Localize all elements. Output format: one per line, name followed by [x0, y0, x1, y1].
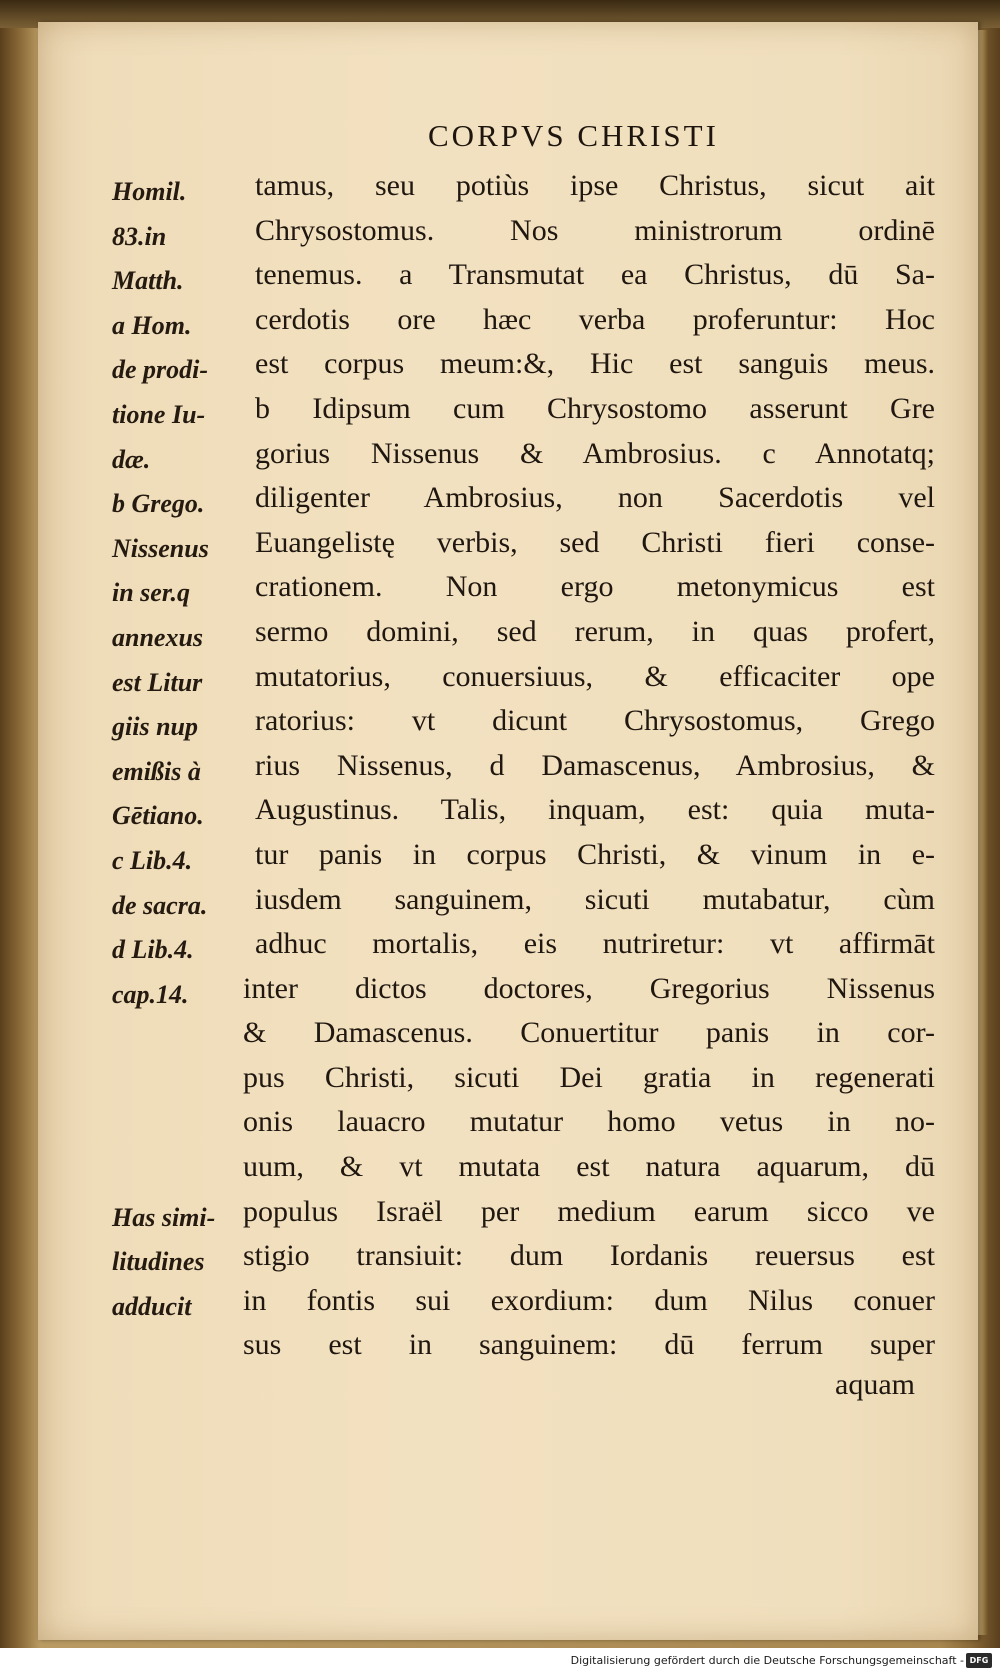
text-line: tamus, seu potiùs ipse Christus, sicut ait: [255, 169, 935, 202]
margin-note: Gētiano.: [112, 801, 204, 831]
margin-note: de prodi-: [112, 355, 209, 385]
text-line: ratorius: vt dicunt Chrysostomus, Grego: [255, 704, 935, 738]
text-line: & Damascenus. Conuertitur panis in cor-: [243, 1016, 935, 1050]
catchword: aquam: [835, 1368, 915, 1401]
margin-note: cap.14.: [112, 979, 189, 1009]
margin-note: emißis à: [112, 756, 201, 786]
margin-note: c Lib.4.: [112, 845, 193, 875]
margin-note: [112, 1106, 262, 1151]
dfg-logo-icon: DFG: [966, 1653, 992, 1668]
text-line: crationem. Non ergo metonymicus est: [255, 570, 935, 604]
margin-note: giis nup: [112, 712, 198, 742]
body-text: [243, 164, 935, 1368]
margin-note: Homil.: [112, 177, 187, 206]
margin-notes: [112, 170, 262, 1329]
margin-note: Has simi-: [112, 1202, 216, 1232]
text-line: iusdem sanguinem, sicuti mutabatur, cùm: [255, 882, 935, 916]
text-line: populus Israël per medium earum sicco ve: [243, 1194, 935, 1228]
text-line: Augustinus. Talis, inquam, est: quia muta-: [255, 793, 935, 827]
margin-note: Nissenus: [112, 533, 209, 563]
margin-note: d Lib.4.: [112, 935, 194, 965]
text-line: rius Nissenus, d Damascenus, Ambrosius, &: [255, 748, 935, 782]
margin-note: litudines: [112, 1247, 205, 1277]
margin-note: 83.in: [112, 221, 167, 251]
text-line: Chrysostomus. Nos ministrorum ordinē: [255, 213, 935, 247]
text-line: tenemus. a Transmutat ea Christus, dū Sa-: [255, 258, 935, 292]
margin-note: de sacra.: [112, 890, 208, 920]
text-line: gorius Nissenus & Ambrosius. c Annotatq;: [255, 436, 935, 470]
running-header: CORPVS CHRISTI: [428, 118, 719, 153]
funding-notice: Digitalisierung gefördert durch die Deutsche Forschungsgemeinschaft -: [570, 1654, 964, 1667]
page-fore-edge: [978, 30, 988, 1635]
text-line: uum, & vt mutata est natura aquarum, dū: [243, 1150, 935, 1184]
text-line: cerdotis ore hæc verba proferuntur: Hoc: [255, 302, 935, 336]
margin-note: est Litur: [112, 667, 203, 697]
margin-note: annexus: [112, 622, 204, 652]
text-line: Euangelistę verbis, sed Christi fieri conse-: [255, 525, 935, 559]
margin-note: dæ.: [112, 444, 151, 474]
text-line: diligenter Ambrosius, non Sacerdotis vel: [255, 481, 935, 515]
text-line: pus Christi, sicuti Dei gratia in regenerati: [243, 1060, 935, 1094]
text-line: onis lauacro mutatur homo vetus in no-: [243, 1105, 935, 1139]
margin-note: a Hom.: [112, 310, 192, 340]
margin-note: [112, 1017, 262, 1062]
text-line: sus est in sanguinem: dū ferrum super: [243, 1328, 935, 1362]
text-line: adhuc mortalis, eis nutriretur: vt affirmāt: [255, 927, 935, 961]
text-line: inter dictos doctores, Gregorius Nissenus: [243, 971, 935, 1005]
text-line: stigio transiuit: dum Iordanis reuersus est: [243, 1239, 935, 1273]
text-line: in fontis sui exordium: dum Nilus conuer: [243, 1283, 935, 1317]
text-line: est corpus meum:&, Hic est sanguis meus.: [255, 347, 935, 381]
text-line: tur panis in corpus Christi, & vinum in e-: [255, 837, 935, 871]
margin-note: [112, 1062, 262, 1107]
margin-note: adducit: [112, 1291, 192, 1321]
text-line: mutatorius, conuersiuus, & efficaciter ope: [255, 659, 935, 693]
text-line: b Idipsum cum Chrysostomo asserunt Gre: [255, 391, 935, 425]
margin-note: tione Iu-: [112, 399, 206, 429]
text-line: sermo domini, sed rerum, in quas profert,: [255, 614, 935, 648]
margin-note: in ser.q: [112, 578, 191, 608]
margin-note: [112, 1151, 262, 1196]
margin-note: Matth.: [112, 266, 184, 296]
footer-bar: [0, 1650, 1000, 1673]
margin-note: b Grego.: [112, 489, 205, 519]
